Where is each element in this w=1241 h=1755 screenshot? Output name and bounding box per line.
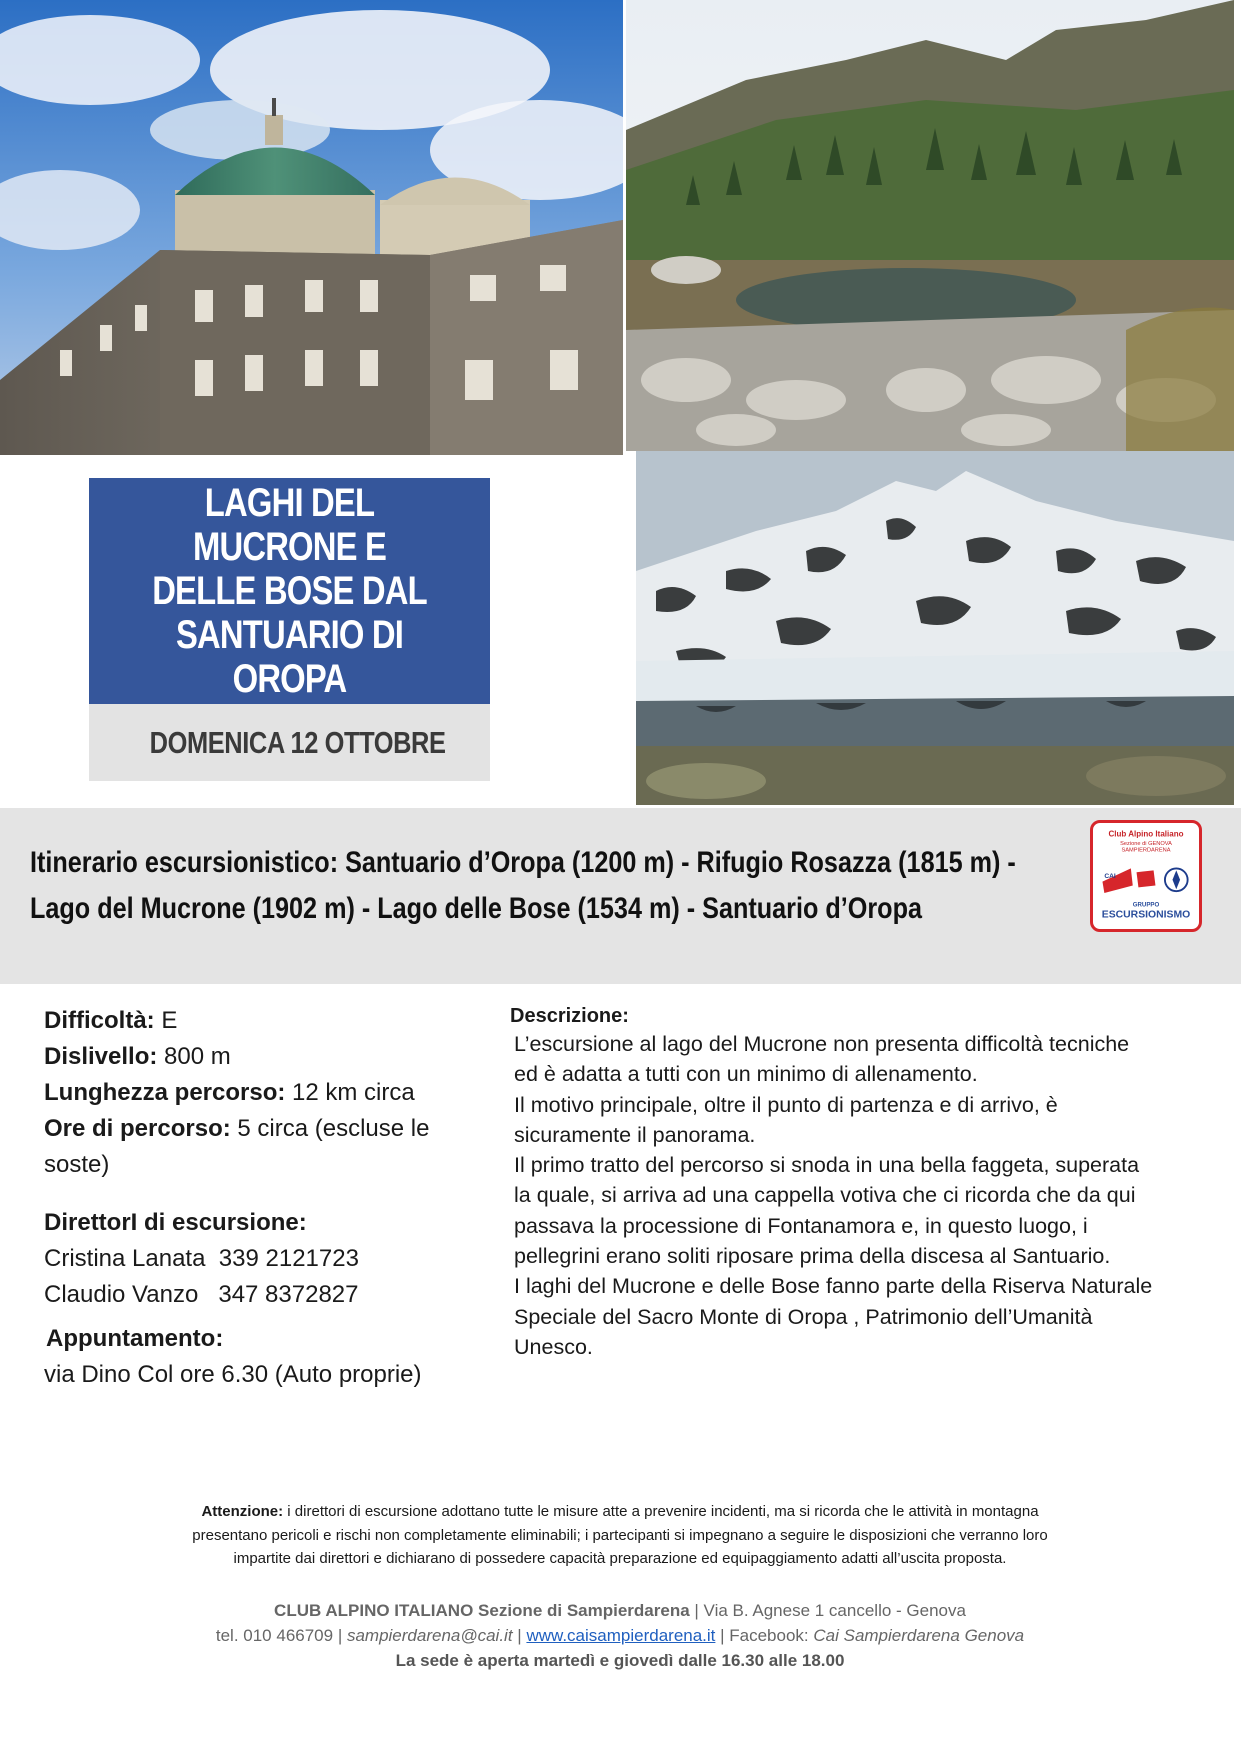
description-title: Descrizione: [510,1005,629,1027]
event-date: DOMENICA 12 OTTOBRE [149,724,446,760]
meeting-value: via Dino Col ore 6.30 (Auto proprie) [44,1361,422,1388]
event-date-box [89,704,490,781]
difficulty-value: E [161,1007,178,1034]
logo-line-2: Sezione di GENOVA [1120,840,1172,847]
hours-value: 5 circa (escluse le [237,1115,430,1142]
footer-separator: | [512,1626,527,1645]
photo-lake-winter [636,451,1234,805]
warning-line-2: presentano pericoli e rischi non completamente eliminabili; i partecipanti si impegnano a seguire le disposizioni che verranno loro [192,1526,1048,1544]
photo-sanctuary-oropa [0,0,623,455]
event-title-box [89,478,490,704]
length-label: Lunghezza percorso: [44,1079,286,1106]
elevation-label: Dislivello: [44,1043,158,1070]
footer-hours: La sede è aperta martedì e giovedì dalle 16.30 alle 18.00 [395,1651,845,1670]
director-2-phone: 347 8372827 [218,1281,359,1308]
itinerary-line-2: Lago del Mucrone (1902 m) - Lago delle Bose (1534 m) - Santuario d’Oropa [30,892,922,925]
hours-label: Ore di percorso: [44,1115,231,1142]
hours-value-cont: soste) [44,1151,110,1178]
event-title: LAGHI DEL MUCRONE E DELLE BOSE DAL SANTUARIO DI OROPA [152,481,427,701]
description-body: L’escursione al lago del Mucrone non presenta difficoltà tecniche ed è adatta a tutti con un minimo di allenamento. Il motivo principale, oltre il punto di partenza e di arrivo, è sicuramente il panorama. Il primo tratto del percorso si snoda in una bella faggeta, superata la quale, si arriva ad una cappella votiva che ci ricorda che da qui passava la processione di Fontanamora e, in questo luogo, i pellegrini erano soliti riposare prima della discesa al Santuario. I laghi del Mucrone e delle Bose fanno parte della Riserva Naturale Speciale del Sacro Monte di Oropa , Patrimonio dell’Umanità Unesco. [514,1032,1153,1359]
logo-line-3: SAMPIERDARENA [1121,847,1171,854]
warning-line-3: impartite dai direttori e dichiarano di possedere capacità preparazione ed equipaggiamento adatti all’uscita proposta. [233,1550,1007,1567]
warning-line-1: i direttori di escursione adottano tutte le misure atte a prevenire incidenti, ma si ricorda che le attività in montagna [283,1503,1039,1520]
description-section [510,1003,1210,1362]
footer-email[interactable]: sampierdarena@cai.it [346,1626,513,1645]
footer-org: CLUB ALPINO ITALIANO Sezione di Sampierdarena [274,1601,690,1620]
director-1-phone: 339 2121723 [218,1245,359,1272]
cai-escursionismo-logo [1090,820,1202,932]
director-1-name: Cristina Lanata [44,1245,206,1272]
director-2-name: Claudio Vanzo [44,1281,199,1308]
warning-notice [60,1500,1180,1571]
footer-contacts [60,1598,1180,1673]
logo-group-line-2: ESCURSIONISMO [1101,909,1191,921]
directors-title: DirettorI di escursione: [44,1209,307,1236]
trip-facts [44,1003,484,1393]
elevation-value: 800 m [164,1043,231,1070]
difficulty-label: Difficoltà: [44,1007,155,1034]
footer-phone: tel. 010 466709 | [215,1626,347,1645]
logo-group-line-1: GRUPPO [1132,901,1160,909]
logo-line-1: Club Alpino Italiano [1108,829,1184,839]
meeting-title: Appuntamento: [46,1325,224,1352]
footer-website-link[interactable]: www.caisampierdarena.it [526,1626,716,1645]
length-value: 12 km circa [292,1079,415,1106]
itinerary-text [30,840,1100,932]
warning-label: Attenzione: [201,1503,284,1520]
footer-facebook-label: | Facebook: [715,1626,814,1645]
photo-lake-mucrone [626,0,1234,451]
footer-facebook-page: Cai Sampierdarena Genova [813,1626,1025,1645]
itinerary-line-1: Itinerario escursionistico: Santuario d’Oropa (1200 m) - Rifugio Rosazza (1815 m) - [30,846,1016,879]
footer-address: | Via B. Agnese 1 cancello - Genova [689,1601,966,1620]
logo-cai-text: CAI [1104,872,1116,880]
